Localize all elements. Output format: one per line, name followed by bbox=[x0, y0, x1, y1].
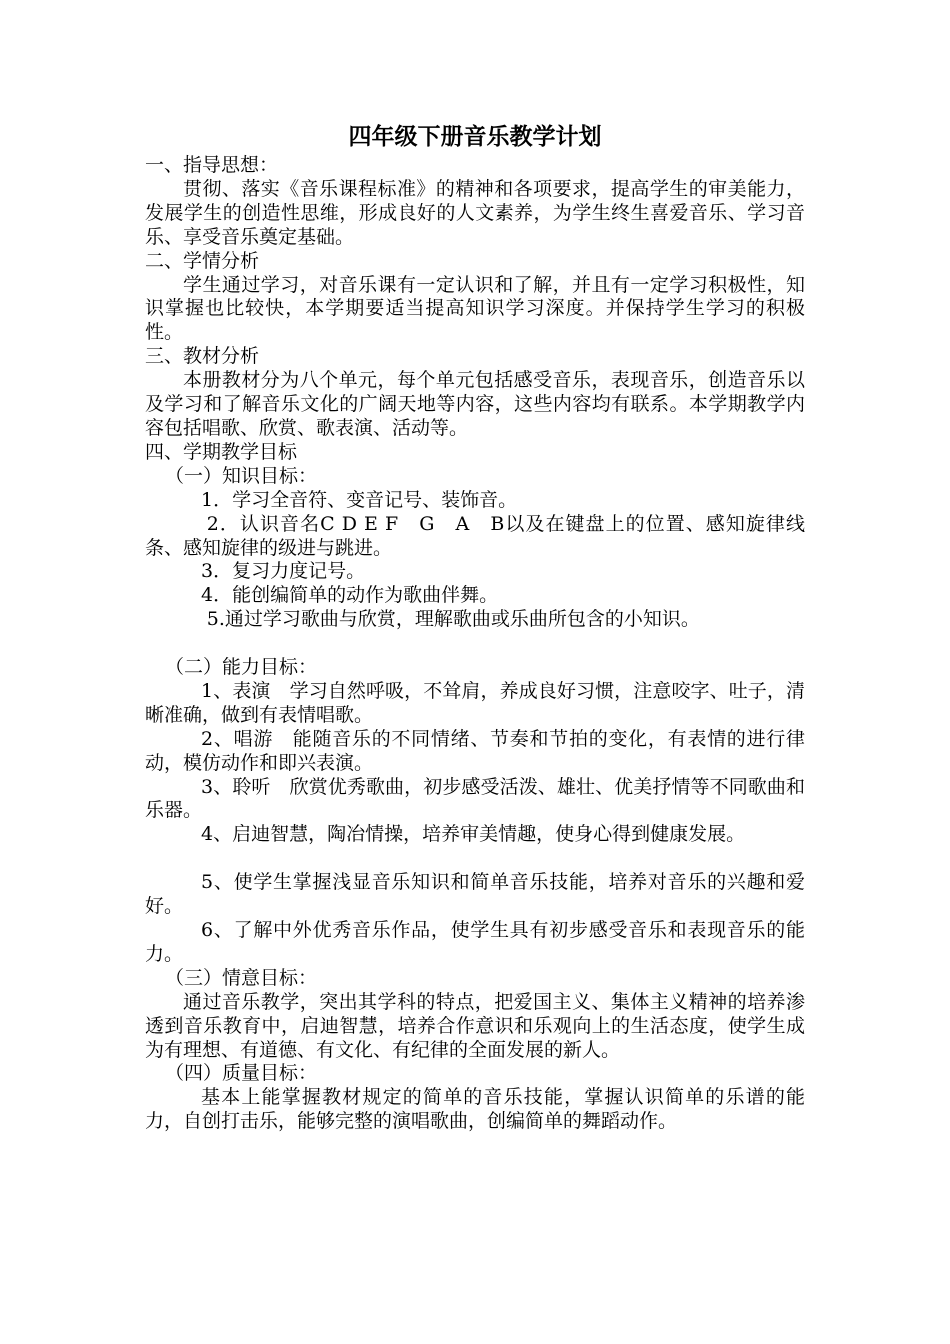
list-item-ability-5: 5、使学生掌握浅显音乐知识和简单音乐技能，培养对音乐的兴趣和爱好。 bbox=[145, 871, 805, 918]
list-item-ability-6: 6、了解中外优秀音乐作品，使学生具有初步感受音乐和表现音乐的能力。 bbox=[145, 918, 805, 965]
subheading-quality-goals: （四）质量目标： bbox=[164, 1062, 317, 1085]
paragraph-quality-goals: 基本上能掌握教材规定的简单的音乐技能，掌握认识简单的乐谱的能力，自创打击乐，能够完整的演唱歌曲，创编简单的舞蹈动作。 bbox=[145, 1086, 805, 1133]
section-heading-semester-goals: 四、学期教学目标 bbox=[145, 440, 298, 463]
document-body bbox=[145, 154, 805, 1134]
list-item-ability-2: 2、唱游 能随音乐的不同情绪、节奏和节拍的变化，有表情的进行律动，模仿动作和即兴表演。 bbox=[145, 727, 805, 774]
blank-line bbox=[145, 632, 805, 656]
list-item-ability-3: 3、聆听 欣赏优秀歌曲，初步感受活泼、雄壮、优美抒情等不同歌曲和乐器。 bbox=[145, 775, 805, 822]
list-item-knowledge-5: 5.通过学习歌曲与欣赏，理解歌曲或乐曲所包含的小知识。 bbox=[206, 608, 700, 631]
subheading-ability-goals: （二）能力目标： bbox=[164, 656, 317, 679]
list-item-knowledge-1: 1．学习全音符、变音记号、装饰音。 bbox=[201, 488, 518, 511]
list-item-knowledge-2: 2．认识音名C D E F G A B以及在键盘上的位置、感知旋律线条、感知旋律的级进与跳进。 bbox=[145, 512, 805, 559]
paragraph-emotional-goals: 通过音乐教学，突出其学科的特点，把爱国主义、集体主义精神的培养渗透到音乐教育中，启迪智慧，培养合作意识和乐观向上的生活态度，使学生成为有理想、有道德、有文化、有纪律的全面发展的新人。 bbox=[145, 990, 805, 1061]
paragraph-student-analysis: 学生通过学习，对音乐课有一定认识和了解，并且有一定学习积极性，知识掌握也比较快，本学期要适当提高知识学习深度。并保持学生学习的积极性。 bbox=[145, 273, 805, 344]
list-item-ability-4: 4、启迪智慧，陶冶情操，培养审美情趣，使身心得到健康发展。 bbox=[201, 823, 746, 846]
subheading-emotional-goals: （三）情意目标： bbox=[164, 966, 317, 989]
paragraph-guiding-thought: 贯彻、落实《音乐课程标准》的精神和各项要求，提高学生的审美能力，发展学生的创造性思维，形成良好的人文素养，为学生终生喜爱音乐、学习音乐、享受音乐奠定基础。 bbox=[145, 177, 805, 248]
section-heading-student-analysis: 二、学情分析 bbox=[145, 249, 260, 272]
list-item-ability-1: 1、表演 学习自然呼吸，不耸肩，养成良好习惯，注意咬字、吐子，清晰准确，做到有表情唱歌。 bbox=[145, 679, 805, 726]
blank-line bbox=[145, 847, 805, 871]
subheading-knowledge-goals: （一）知识目标： bbox=[164, 464, 317, 487]
paragraph-textbook-analysis: 本册教材分为八个单元，每个单元包括感受音乐，表现音乐，创造音乐以及学习和了解音乐文化的广阔天地等内容，这些内容均有联系。本学期教学内容包括唱歌、欣赏、歌表演、活动等。 bbox=[145, 369, 805, 439]
list-item-knowledge-3: 3．复习力度记号。 bbox=[201, 560, 366, 583]
document-title: 四年级下册音乐教学计划 bbox=[348, 123, 602, 150]
section-heading-guiding-thought: 一、指导思想： bbox=[145, 154, 279, 176]
list-item-knowledge-4: 4．能创编简单的动作为歌曲伴舞。 bbox=[201, 584, 499, 607]
section-heading-textbook-analysis: 三、教材分析 bbox=[145, 345, 260, 368]
